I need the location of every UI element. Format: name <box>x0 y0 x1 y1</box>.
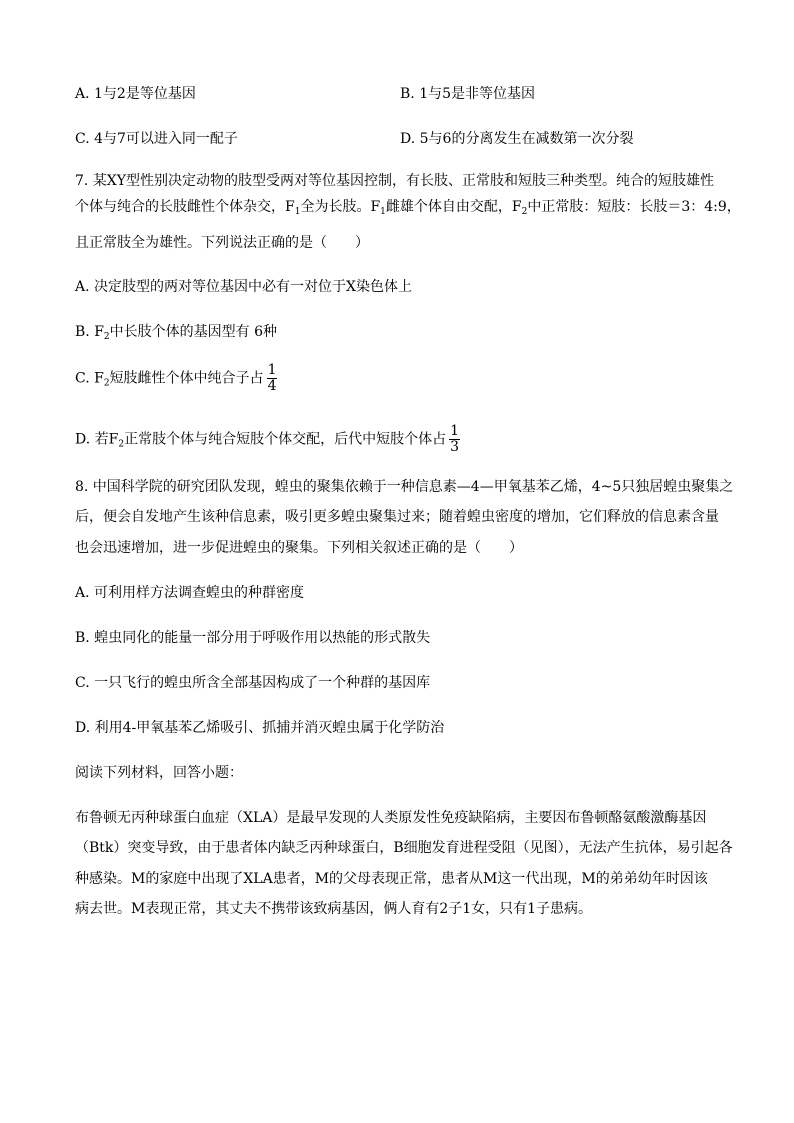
q7-stem-line1: 7. 某XY型性别决定动物的肢型受两对等位基因控制，有长肢、正常肢和短肢三种类型。纯合的短肢雄性 <box>75 173 715 189</box>
q7-option-a: A. 决定肢型的两对等位基因中必有一对位于X染色体上 <box>75 279 412 295</box>
q7-stem-line2: 个体与纯合的长肢雌性个体杂交，$F_1$全为长肢。$F_1$雌雄个体自由交配，$F_2$中正常肢：短肢：长肢＝3：4:9， <box>75 199 741 217</box>
q7-option-c: C. $F_2$短肢雌性个体中纯合子占 $\frac{1}{4}$ <box>75 362 277 394</box>
reading-line2: （Btk）突变导致，由于患者体内缺乏丙种球蛋白，B细胞发育进程受阻（见图），无法产生抗体，易引起各 <box>75 840 733 856</box>
fraction-one-quarter: $\frac{1}{4}$ <box>267 362 277 394</box>
q8-option-b: B. 蝗虫同化的能量一部分用于呼吸作用以热能的形式散失 <box>75 630 431 646</box>
q8-option-c: C. 一只飞行的蝗虫所含全部基因构成了一个种群的基因库 <box>75 675 431 691</box>
reading-line3: 种感染。M的家庭中出现了XLA患者，M的父母表现正常，患者从M这一代出现，M的弟弟幼年时因该 <box>75 871 708 887</box>
q7-option-d: D. 若$F_2$正常肢个体与纯合短肢个体交配，后代中短肢个体占 $\frac{1}{3}$ <box>75 423 459 455</box>
q8-stem-line1: 8. 中国科学院的研究团队发现，蝗虫的聚集依赖于一种信息素—4—甲氧基苯乙烯，4~5只独居蝗虫聚集之 <box>75 479 734 495</box>
q6-option-a: A. 1与2是等位基因 <box>75 86 196 102</box>
q8-option-d: D. 利用4-甲氧基苯乙烯吸引、抓捕并消灭蝗虫属于化学防治 <box>75 720 445 736</box>
q7-stem-line3: 且正常肢全为雄性。下列说法正确的是（ ） <box>75 235 369 251</box>
reading-intro: 阅读下列材料，回答小题： <box>75 765 243 781</box>
q8-option-a: A. 可利用样方法调查蝗虫的种群密度 <box>75 585 305 601</box>
q6-option-b: B. 1与5是非等位基因 <box>400 86 536 102</box>
q6-option-d: D. 5与6的分离发生在减数第一次分裂 <box>400 131 634 147</box>
q8-stem-line3: 也会迅速增加，进一步促进蝗虫的聚集。下列相关叙述正确的是（ ） <box>75 540 523 556</box>
reading-line1: 布鲁顿无丙种球蛋白血症（XLA）是最早发现的人类原发性免疫缺陷病，主要因布鲁顿酪氨酸激酶基因 <box>75 810 707 826</box>
q7-option-b: B. $F_2$中长肢个体的基因型有 6种 <box>75 324 277 342</box>
reading-line4: 病去世。M表现正常，其丈夫不携带该致病基因，俩人育有2子1女，只有1子患病。 <box>75 901 593 917</box>
q8-stem-line2: 后，便会自发地产生该种信息素，吸引更多蝗虫聚集过来；随着蝗虫密度的增加，它们释放的信息素含量 <box>75 509 719 525</box>
q6-option-c: C. 4与7可以进入同一配子 <box>75 131 238 147</box>
fraction-one-third: $\frac{1}{3}$ <box>450 423 459 455</box>
